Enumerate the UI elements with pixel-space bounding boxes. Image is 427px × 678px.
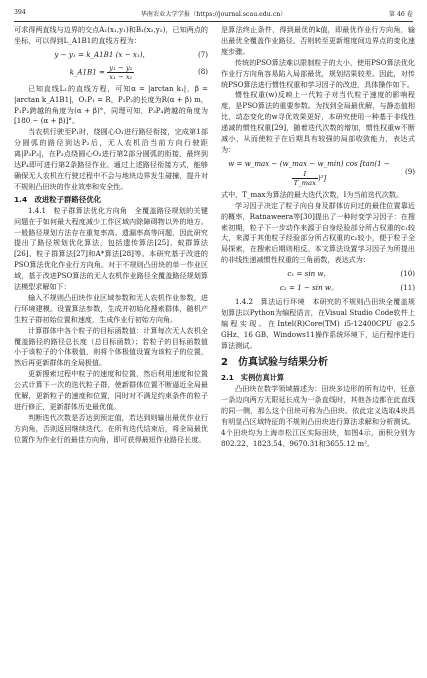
equation-10 [221, 269, 415, 280]
page-number: 394 [14, 9, 26, 16]
paragraph: 惯性权重(w)反映上一代粒子对当代粒子速度的影响程度，是PSO算法的重要参数。为找到全局最优解，与静态值相比，动态变化的w寻优效果更好，本研究使用一种基于非线性递减的惯性权重[29]，随着迭代次数的增加，惯性权重w不断减小，从而使粒子在后期具有较强的局部收敛能力，表达式为： [221, 90, 415, 154]
equation-number: (10) [400, 269, 415, 279]
numerator: y₁ − y₂ [109, 63, 133, 72]
paragraph: 1.4.2 算法运行环境 本研究的不规则凸田块全覆盖规划算法以Python为编程语言，在Visual Studio Code软件上编程实现。在Intel(R)Core(TM) i5-12400CPU @2.5 GHz、16 GB、Windows11操作系统环境下，运行程序进行算法测试。 [221, 296, 415, 350]
volume-label: 第 46 卷 [388, 11, 413, 18]
numerator: I [292, 170, 318, 179]
equation-body: w = w_max − (w_max − w_min) cos [tan(1 − $\frac{I}{T\_\max}$ )²] [228, 158, 390, 187]
equation-8 [14, 64, 208, 81]
paragraph: 是算法终止条件，得到最优的k值，即最优作业行方向角，输出最优全覆盖作业路径。否则转至更新维度间边界点的变化速度步骤。 [221, 25, 415, 56]
equation-11 [221, 283, 415, 294]
denominator: T_max [293, 178, 316, 187]
equation-part: )² [317, 173, 324, 183]
section-heading: 1.4 改进粒子群路径优化 [14, 194, 101, 204]
equation-number: (9) [404, 167, 415, 177]
paragraph: 1.4.1 粒子群算法优化方向角 全覆盖路径规划的关键问题在于如何最大程度减少工作区域内除障碍物以外的地方。一般路径规划方法存在重复率高、遗漏率高等问题，因此研究提出了路径规划优化算法，包括遗传算法[25]、蚁群算法[26]、粒子群算法[27]和A*算法[28]等。本研究基于改进的PSO算法优化作业行方向角。对于不规则凸田块的单一作业区域，基于改进PSO算法的无人农机作业路径全覆盖路径规划算法模型求解如下： [14, 205, 208, 292]
equation-lhs: k_A1B1 = [69, 67, 105, 77]
paragraph: 可求得两直线与边界的交点A₁(x₁,y₁)和B₁(x₂,y₂)，已知两点的坐标，可以得到L_A1B1的直线方程为： [14, 25, 208, 45]
right-column [221, 25, 415, 450]
equation-number: (8) [197, 66, 208, 76]
equation-9 [221, 159, 415, 187]
journal-title: 华南农业大学学报（https://journal.scau.edu.cn） [140, 11, 287, 18]
left-column [14, 25, 208, 446]
paragraph: 输入不规则凸田块作业区域参数和无人农机作业参数，进行环境建模。设置算法参数，生成并初始化搜索群体，随机产生粒子群初始位置和速度，生成作业行初始方向角。 [14, 292, 208, 324]
equation-body: y − y₁ = k_A1B1 (x − x₁)， [54, 49, 150, 59]
equation-7 [14, 50, 208, 61]
paragraph: 式中，T_max为算法的最大迭代次数，I为当前迭代次数。 [221, 189, 404, 199]
equation-part: w = w_max − (w_max − w_min) cos [228, 158, 358, 168]
paragraph: 传统的PSO算法难以限制粒子的大小，使用PSO算法优化作业行方向角容易陷入局部最优，规划结果较差。因此，对传统PSO算法进行惯性权重和学习因子的改进，具体操作如下。 [221, 57, 415, 89]
equation-part: tan(1 − [362, 158, 390, 168]
paragraph: 学习因子决定了粒子向自身及群体访问过的最佳位置靠近的概率，Ratnaweera等[30]提出了一种时变学习因子：在搜索初期，粒子下一步动作来源于自身经验部分所占权重的c₁较大，来源于其他粒子经验部分所占权重的c₂较小，便于粒子全局探索，在搜索后期则相反。本文算法设置学习因子为所提出的非线性递减惯性权重的三角函数，表达式为： [221, 200, 415, 265]
header-rule [14, 21, 413, 22]
equation-body [14, 64, 190, 81]
equation-body: c₂ = 1 − sin w。 [279, 283, 339, 293]
paragraph: 判断迭代次数是否达到预定值，若达到则输出最优作业行方向角，否则返回继续迭代。在所有迭代结束后，将全局最优位置作为作业行的最佳方向角，即可获得最短作业路径长度。 [14, 412, 208, 444]
paragraph: 已知直线L₁的直线方程，可知α = |arctan k₁|，β = |arctan k_A1B1|，O₁P₁ = R，P₁P₂的长度为R(α + β) m，P₁P₂跨越的角度为(α + β)°，同理可知，P₃P₄跨越的角度为[180 − (α + β)]°。 [14, 83, 208, 126]
running-header [14, 7, 413, 19]
paragraph: 当农机行驶至P₁时，绕圆心O₁进行路径衔接，完成第1部分圆弧的路径到达P₂后，无人农机沿当前方向行驶距离|P₂P₃|，在P₃点绕圆心O₂进行第2部分圆弧的衔接，最终到达P₄即可进行第2条路径作业。通过上述路径衔接方式，能够确保无人农机在行驶过程中不会与地块边界发生碰撞，提升对不规则凸田块的作业效率和安全性。 [14, 127, 208, 191]
paragraph: 计算群体中各个粒子的目标函数值：计算每次无人农机全覆盖路径的路径总长度（总目标函数）；若粒子的目标函数值小于该粒子的个体极值，则将个体极值设置为该粒子的位置，然后再更新群体的全局极值。 [14, 325, 208, 368]
subsection-heading: 2.1 实例仿真计算 [221, 373, 285, 383]
fraction [292, 170, 318, 187]
section-heading: 2 仿真试验与结果分析 [221, 357, 328, 369]
equation-number: (7) [197, 49, 208, 59]
equation-number: (11) [400, 283, 415, 293]
equation-body: c₁ = sin w， [287, 269, 331, 279]
paragraph: 更新搜索过程中粒子的速度和位置，然后利用速度和位置公式计算下一次的迭代粒子群，使新群体位置不断逼近全局最优解，更新粒子的速度和位置，同时对不满足约束条件的粒子进行修正，更新群体历史最优值。 [14, 369, 208, 411]
paragraph: 凸田块在数学领域描述为：田块多边形的所有边中，任意一条边向两方无限延长成为一条直线时，其他各边都在此直线的同一侧，那么这个田块可称为凸田块。依此定义选取4块具有明显凸区域特征的不规则凸田块进行算法求解和分析测试。4个田块均为上海市松江区实际田块，如图4示，面积分别为802.22、1823.54、9670.31和3655.12 m²。 [221, 384, 415, 448]
fraction [107, 64, 134, 81]
denominator: x₁ − x₂ [109, 72, 133, 81]
